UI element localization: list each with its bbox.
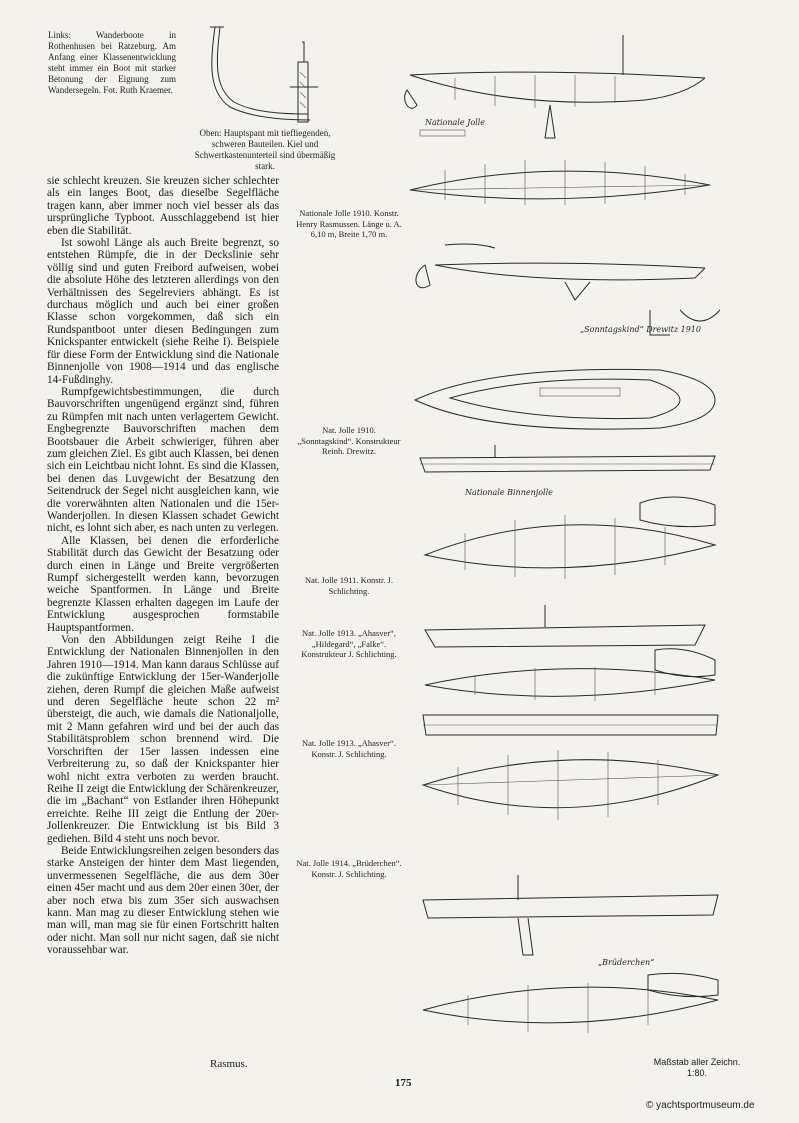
paragraph-5: Von den Abbildungen zeigt Reihe I die Entwicklung der Nationalen Binnenjollen in den Jahren 1910—1914. Man kann daraus Schlüsse auf die zukünftige Entwicklung der 15er-Wanderjolle ziehen, deren Rumpf die gleichen Maße aufweist und deren Segelfläche heute schon 22 m² übersteigt, die auch, wie damals die Nationaljolle, mit 2 Mann gefahren wird und bei der auch das Stabilitätsproblem schon brennend wird. Die Vorschriften der 15er lassen indessen eine Verbreiterung zu, so daß der Knickspanter hier wohl nicht extra verboten zu werden braucht. Reihe II zeigt die Entwicklung der Schärenkreuzer, die im „Bachant“ von Estlander ihren Höhepunkt erreichte. Reihe III zeigt die Entlung der 20er-Jollenkreuzer. Die Entwicklung ist bis Bild 3 gediehen. Bild 4 steht uns noch bevor. <box>47 634 279 845</box>
watermark: © yachtsportmuseum.de <box>646 1100 755 1111</box>
article-body <box>47 175 279 957</box>
drawing-1911-lines <box>415 485 720 590</box>
hauptspant-caption: Oben: Hauptspant mit tiefliegenden, schweren Bauteilen. Kiel und Schwertkastenunterteil sind übermäßig stark. <box>194 128 336 171</box>
paragraph-3: Rumpfgewichtsbestimmungen, die durch Bauvorschriften ungenügend ergänzt sind, führen zu Rümpfen mit nach unten verlagertem Gewicht. Engbegrenzte Bauvorschriften machen dem Bootsbauer die Arbeit schwieriger, führen aber zum gleichen Ziel. Es gibt auch Klassen, bei denen sich ein Leichtbau nicht lohnt. Es sind die Klassen, bei denen das Luvgewicht der Besatzung den Seitendruck der Segel nicht ausgleichen kann, wie die vorerwähnten alten Nationalen und die 15er-Wanderjollen. In diesen Klassen schadet Gewicht nicht, es lohnt sich aber, es nach unten zu verlegen. <box>47 385 279 535</box>
drawing-1910-plan <box>410 360 720 435</box>
drawing-1910-profile <box>395 30 715 145</box>
paragraph-2: Ist sowohl Länge als auch Breite begrenzt, so entstehen Rümpfe, die in der Deckslinie sehr völlig sind und guten Freibord aufweisen, wobei die absolute Höhe des letzteren allerdings von den Verhältnissen des Segelreviers abhängt. Es ist durchaus möglich und auch bei einer großen Klasse schon vorgekommen, daß sich ein Rundspantboot unter diesen Bedingungen zum Knickspanter entwickelt (siehe Reihe I). Beispiele für diese Form der Entwicklung sind die Nationale Binnenjolle von 1908—1914 und das englische 14-Fußdinghy. <box>47 237 279 386</box>
paragraph-1: sie schlecht kreuzen. Sie kreuzen sicher schlechter als ein langes Boot, das dieselbe Segelfläche tragen kann, aber immer noch viel besser als das ursprüngliche Typboot. Ausschlaggebend ist hier eben die Stabilität. <box>47 175 279 237</box>
caption-nat-1911: Nat. Jolle 1911. Konstr. J. Schlichting. <box>305 575 393 596</box>
drawing-label-nationale-jolle: Nationale Jolle <box>425 118 485 127</box>
drawing-1910-lines <box>405 150 715 210</box>
page-number: 175 <box>395 1077 412 1089</box>
drawing-label-nationale-binnenjolle: Nationale Binnenjolle <box>465 488 553 497</box>
drawing-1914-bruederchen <box>418 870 723 1045</box>
hauptspant-drawing <box>190 22 340 127</box>
caption-sonntagskind: Nat. Jolle 1910. „Sonntagskind“. Konstrukteur Reinh. Drewitz. <box>297 425 401 456</box>
caption-nat-1910: Nationale Jolle 1910. Konstr. Henry Rasmussen. Länge u. A. 6,10 m, Breite 1,70 m. <box>296 208 402 239</box>
drawing-1913-b <box>418 705 723 870</box>
scale-note: Maßstab aller Zeichn. 1:80. <box>653 1057 741 1078</box>
intro-caption: Links: Wanderboote in Rothenhusen bei Ratzeburg. Am Anfang einer Klassenentwicklung steht immer ein Boot mit starker Betonung der Eignung zum Wandersegeln. Fot. Ruth Kraemer. <box>48 30 176 95</box>
drawing-label-bruederchen: „Brüderchen“ <box>598 958 655 967</box>
caption-ahasver-1: Nat. Jolle 1913. „Ahasver“, „Hildegard“, „Falke“. Konstrukteur J. Schlichting. <box>301 628 397 659</box>
author-signature: Rasmus. <box>210 1058 248 1070</box>
drawing-label-sonntagskind: „Sonntagskind“ Drewitz 1910 <box>580 325 701 334</box>
drawing-1913-a <box>415 595 725 710</box>
caption-ahasver-2: Nat. Jolle 1913. „Ahasver“. Konstr. J. Schlichting. <box>302 738 396 759</box>
paragraph-4: Alle Klassen, bei denen die erforderliche Stabilität durch das Gewicht der Besatzung oder durch einen in Länge und Breite vergrößerten Rumpf sichergestellt werden kann, bevorzugen weiche Spantformen. In Länge und Breite begrenzte Klassen erhalten dagegen im Laufe der Entwicklung ausgesprochen formstabile Hauptspantformen. <box>47 534 279 634</box>
paragraph-6: Beide Entwicklungsreihen zeigen besonders das starke Ansteigen der hinter dem Mast liegenden, unvermessenen Segelfläche, die aus dem 30er einen 45er macht und aus dem 20er einen 30er, der aber noch etwa bis zum 35er sich auswachsen kann. Man mag zu dieser Entwicklung stehen wie man will, man mag sie für einen Fortschritt halten oder nicht. Man soll nur nicht sagen, daß sie nicht voraussehbar war. <box>47 844 279 957</box>
drawing-1910-rasmussen <box>405 240 725 350</box>
caption-bruederchen: Nat. Jolle 1914. „Brüderchen“. Konstr. J. Schlichting. <box>296 858 402 879</box>
drawing-1911-profile <box>415 440 720 480</box>
